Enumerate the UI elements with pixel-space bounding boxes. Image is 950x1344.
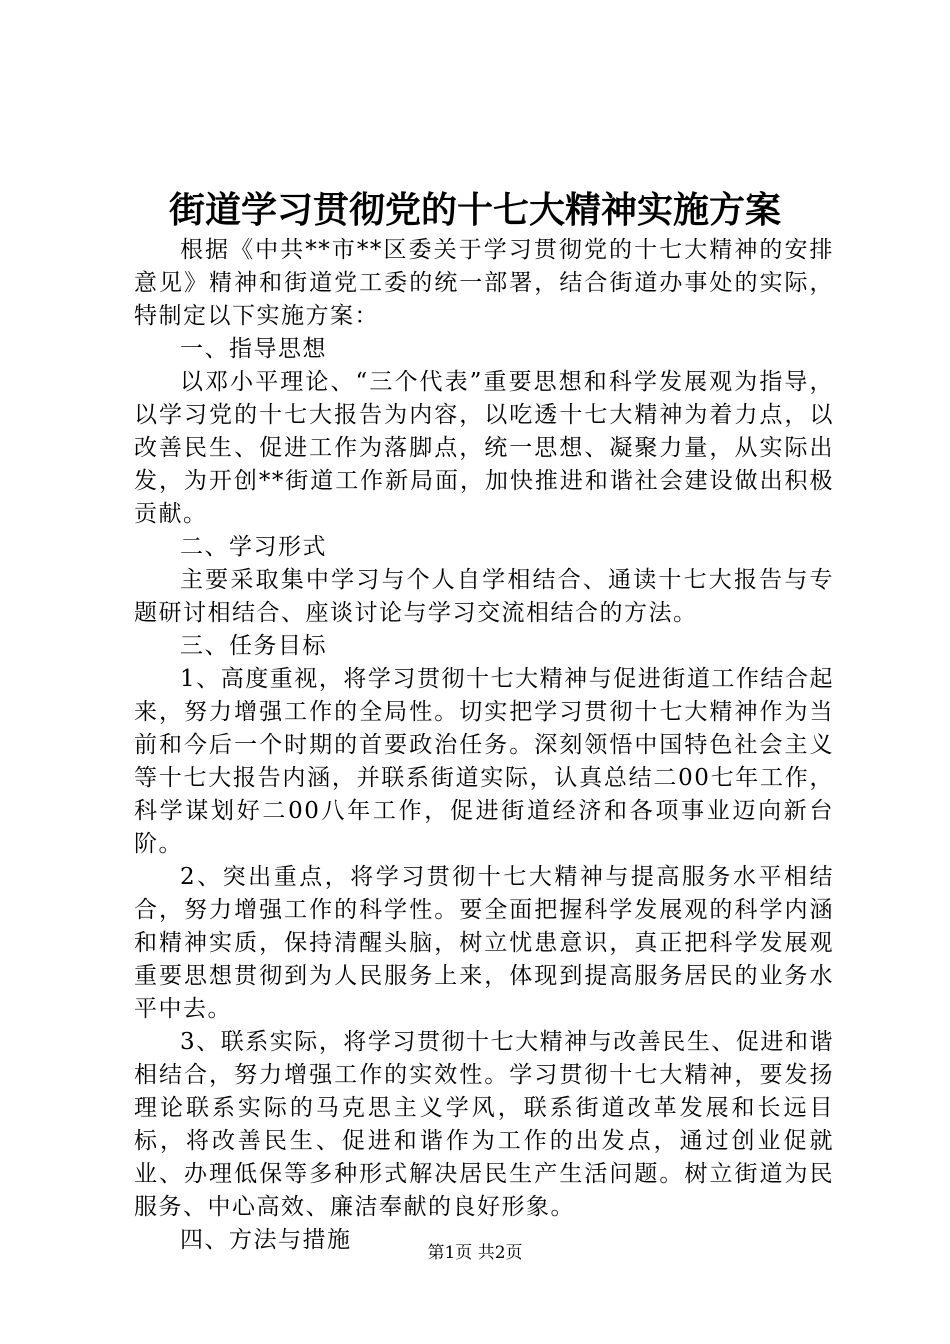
paragraph-goal-1: 1、高度重视，将学习贯彻十七大精神与促进街道工作结合起来，努力增强工作的全局性。切实把学习贯彻十七大精神作为当前和今后一个时期的首要政治任务。深刻领悟中国特色社会主义等十七大报告内涵，并联系街道实际，认真总结二00七年工作，科学谋划好二00八年工作，促进街道经济和各项事业迈向新台阶。 [134,666,834,857]
paragraph-goal-2: 2、突出重点，将学习贯彻十七大精神与提高服务水平相结合，努力增强工作的科学性。要全面把握科学发展观的科学内涵和精神实质，保持清醒头脑，树立忧患意识，真正把科学发展观重要思想贯彻到为人民服务上来，体现到提高服务居民的业务水平中去。 [134,864,834,1022]
paragraph-intro: 根据《中共**市**区委关于学习贯彻党的十七大精神的安排意见》精神和街道党工委的统一部署，结合街道办事处的实际，特制定以下实施方案： [134,237,834,329]
section-heading-study-form: 二、学习形式 [180,534,327,560]
section-heading-methods: 四、方法与措施 [180,1227,352,1253]
section-heading-task-goals: 三、任务目标 [180,633,327,659]
paragraph-guiding-thought: 以邓小平理论、“三个代表”重要思想和科学发展观为指导，以学习党的十七大报告为内容，以吃透十七大精神为着力点，以改善民生、促进工作为落脚点，统一思想、凝聚力量，从实际出发，为开创**街道工作新局面，加快推进和谐社会建设做出积极贡献。 [134,369,834,527]
paragraph-goal-3: 3、联系实际，将学习贯彻十七大精神与改善民生、促进和谐相结合，努力增强工作的实效性。学习贯彻十七大精神，要发扬理论联系实际的马克思主义学风，联系街道改革发展和长远目标，将改善民生、促进和谐作为工作的出发点，通过创业促就业、办理低保等多种形式解决居民生产生活问题。树立街道为民服务、中心高效、廉洁奉献的良好形象。 [134,1029,834,1220]
document-title: 街道学习贯彻党的十七大精神实施方案 [168,189,781,231]
page-footer: 第1页 共2页 [427,1243,523,1263]
paragraph-study-form: 主要采取集中学习与个人自学相结合、通读十七大报告与专题研讨相结合、座谈讨论与学习交流相结合的方法。 [134,567,834,626]
section-heading-guiding-thought: 一、指导思想 [180,336,327,362]
document-body [134,234,834,1257]
